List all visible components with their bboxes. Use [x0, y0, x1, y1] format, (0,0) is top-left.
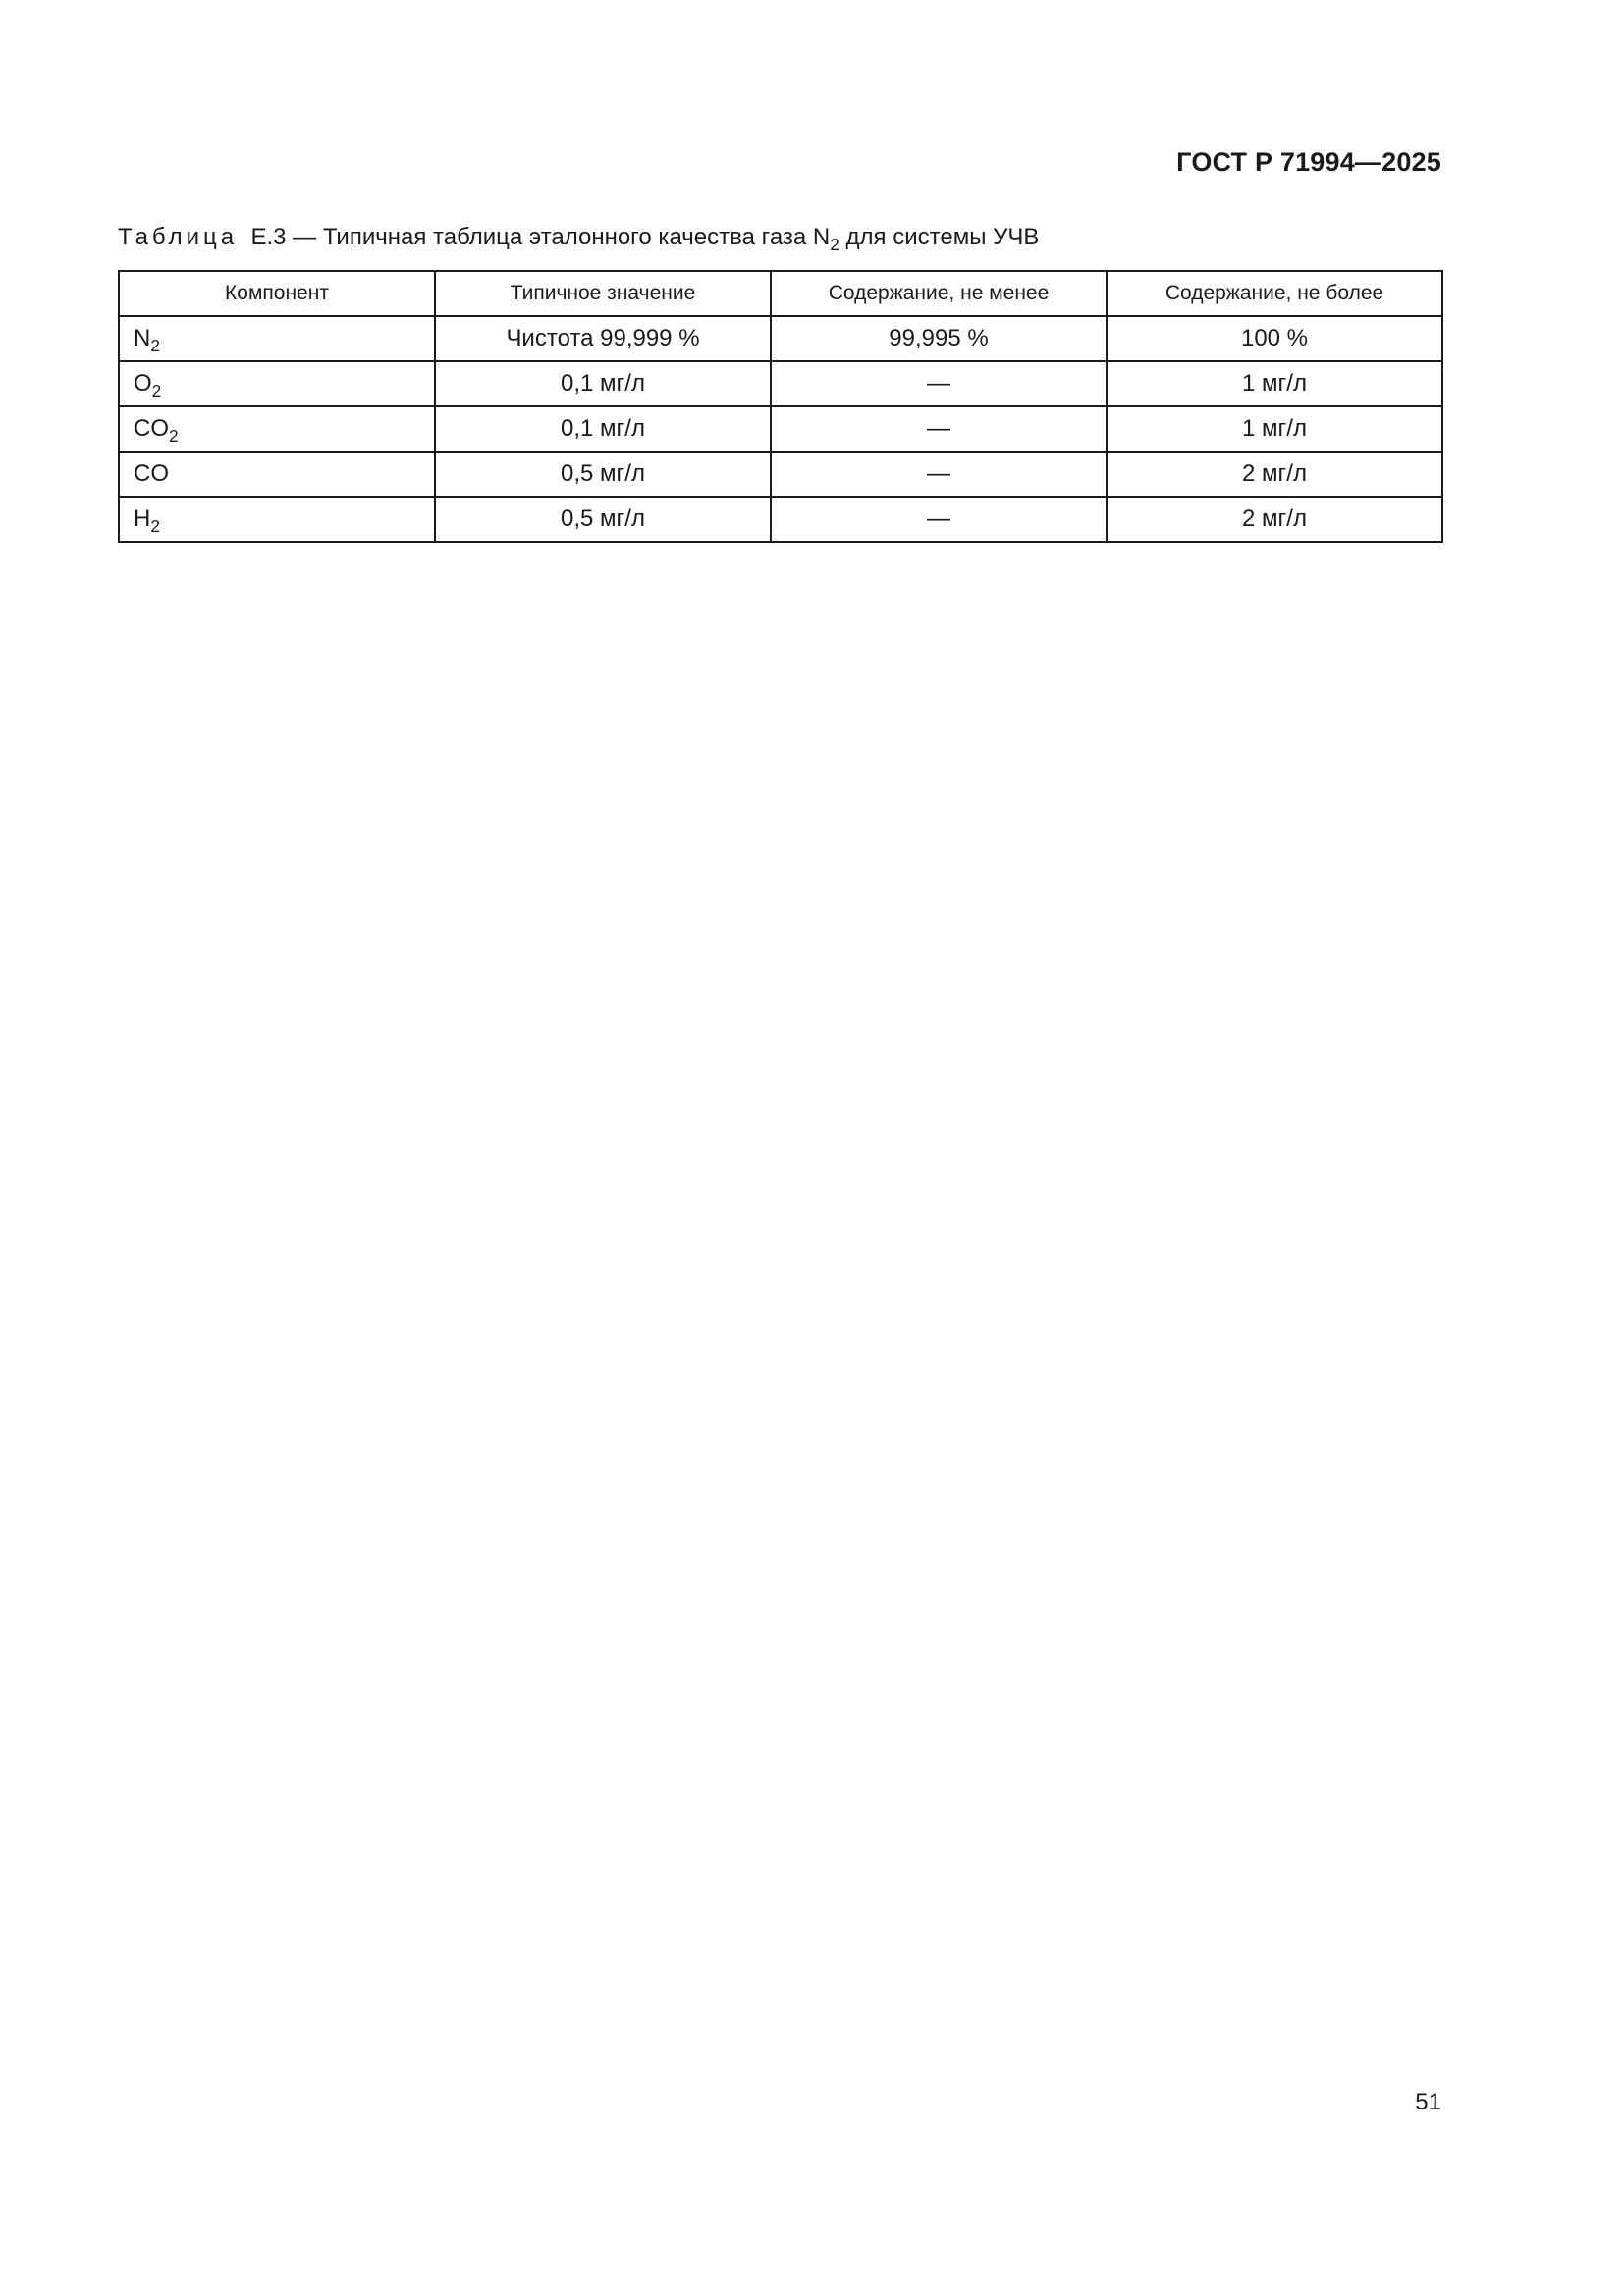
cell-min-content: 99,995 % — [771, 316, 1107, 361]
cell-max-content: 1 мг/л — [1107, 406, 1442, 452]
table-header-row — [119, 271, 1442, 316]
column-header-max-content: Содержание, не более — [1107, 271, 1442, 316]
table-row — [119, 406, 1442, 452]
component-formula: O — [134, 370, 152, 397]
gas-quality-table — [118, 270, 1443, 543]
table-caption-prefix: Таблица — [118, 224, 239, 250]
component-subscript: 2 — [169, 426, 179, 447]
table-row — [119, 361, 1442, 406]
column-header-min-content: Содержание, не менее — [771, 271, 1107, 316]
table-row — [119, 497, 1442, 542]
component-formula: N — [134, 325, 151, 351]
table-caption-text-end: для системы УЧВ — [839, 224, 1040, 250]
cell-max-content: 2 мг/л — [1107, 452, 1442, 497]
cell-typical-value: 0,1 мг/л — [435, 361, 771, 406]
cell-component — [119, 497, 435, 542]
cell-min-content: — — [771, 452, 1107, 497]
cell-typical-value: 0,5 мг/л — [435, 452, 771, 497]
cell-max-content: 1 мг/л — [1107, 361, 1442, 406]
component-subscript: 2 — [150, 516, 160, 537]
component-subscript: 2 — [150, 336, 160, 356]
component-formula: CO — [134, 415, 169, 442]
cell-max-content: 2 мг/л — [1107, 497, 1442, 542]
table-caption-text: — Типичная таблица эталонного качества газа N — [286, 224, 831, 250]
component-formula: H — [134, 506, 151, 532]
cell-min-content: — — [771, 406, 1107, 452]
table-row — [119, 316, 1442, 361]
cell-min-content: — — [771, 497, 1107, 542]
table-caption — [118, 224, 1040, 255]
cell-typical-value: Чистота 99,999 % — [435, 316, 771, 361]
cell-max-content: 100 % — [1107, 316, 1442, 361]
cell-typical-value: 0,1 мг/л — [435, 406, 771, 452]
table-caption-number: Е.3 — [250, 224, 287, 250]
document-standard-header: ГОСТ Р 71994—2025 — [1176, 147, 1441, 177]
cell-component — [119, 406, 435, 452]
cell-component — [119, 361, 435, 406]
table-caption-subscript: 2 — [830, 235, 839, 255]
cell-typical-value: 0,5 мг/л — [435, 497, 771, 542]
page-number: 51 — [1415, 2089, 1441, 2115]
column-header-component: Компонент — [119, 271, 435, 316]
table-row — [119, 452, 1442, 497]
component-subscript: 2 — [151, 381, 162, 401]
column-header-typical-value: Типичное значение — [435, 271, 771, 316]
cell-component — [119, 452, 435, 497]
cell-component — [119, 316, 435, 361]
component-formula: CO — [134, 460, 169, 487]
cell-min-content: — — [771, 361, 1107, 406]
